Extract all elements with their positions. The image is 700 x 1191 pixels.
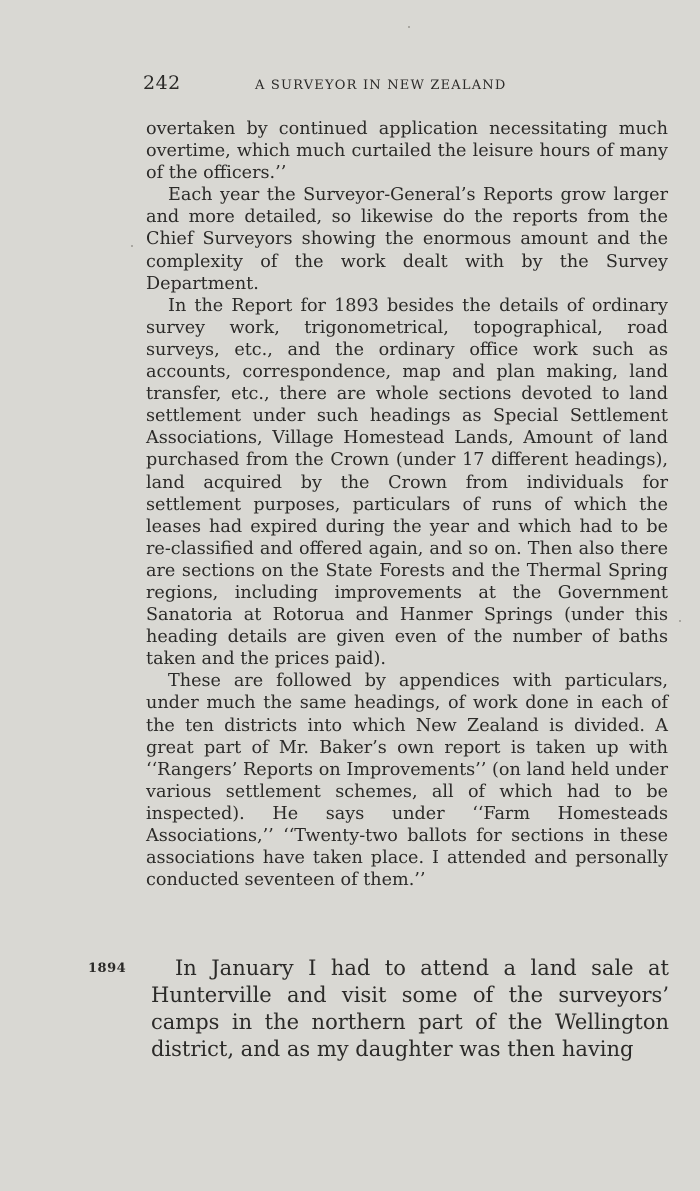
paragraph-5: In January I had to attend a land sale at Hunterville and visit some of the surveyors’ camps in the northern part of the Wellington district, and as my daughter was then having [151, 956, 669, 1061]
paper-speck [131, 245, 133, 247]
page-header [143, 72, 668, 98]
large-type-section [151, 955, 669, 1063]
margin-year-note: 1894 [88, 961, 127, 976]
paper-speck [679, 620, 681, 622]
running-title: A SURVEYOR IN NEW ZEALAND [255, 78, 507, 93]
paper-speck [408, 26, 410, 28]
paragraph-4: These are followed by appendices with particulars, under much the same headings, of work done in each of the ten districts into which New Zealand is divided. A great part of Mr. Baker’s own report is taken up with ‘‘Rangers’ Reports on Improvements’’ (on land held under various settlement schemes, all of which had to be inspected). He says under ‘‘Farm Homesteads Associations,’’ ‘‘Twenty-two ballots for sections in these associations have taken place. I attended and personally conducted seventeen of them.’’ [146, 671, 668, 891]
paragraph-3: In the Report for 1893 besides the details of ordinary survey work, trigonometrical, topographical, road surveys, etc., and the ordinary office work such as accounts, correspondence, map and plan making, land transfer, etc., there are whole sections devoted to land settlement under such headings as Special Settlement Associations, Village Homestead Lands, Amount of land purchased from the Crown (under 17 different headings), land acquired by the Crown from individuals for settlement purposes, particulars of runs of which the leases had expired during the year and which had to be re-classified and offered again, and so on. Then also there are sections on the State Forests and the Thermal Spring regions, including improvements at the Government Sanatoria at Rotorua and Hanmer Springs (under this heading details are given even of the number of baths taken and the prices paid). [146, 295, 668, 670]
page-number: 242 [143, 72, 181, 94]
body-text [146, 118, 668, 891]
paragraph-2: Each year the Surveyor-General’s Reports grow larger and more detailed, so likewise do the reports from the Chief Surveyors showing the enormous amount and the complexity of the work dealt with by the Survey Department. [146, 185, 668, 294]
paragraph-1: overtaken by continued application necessitating much overtime, which much curtailed the leisure hours of many of the officers.’’ [146, 119, 668, 184]
